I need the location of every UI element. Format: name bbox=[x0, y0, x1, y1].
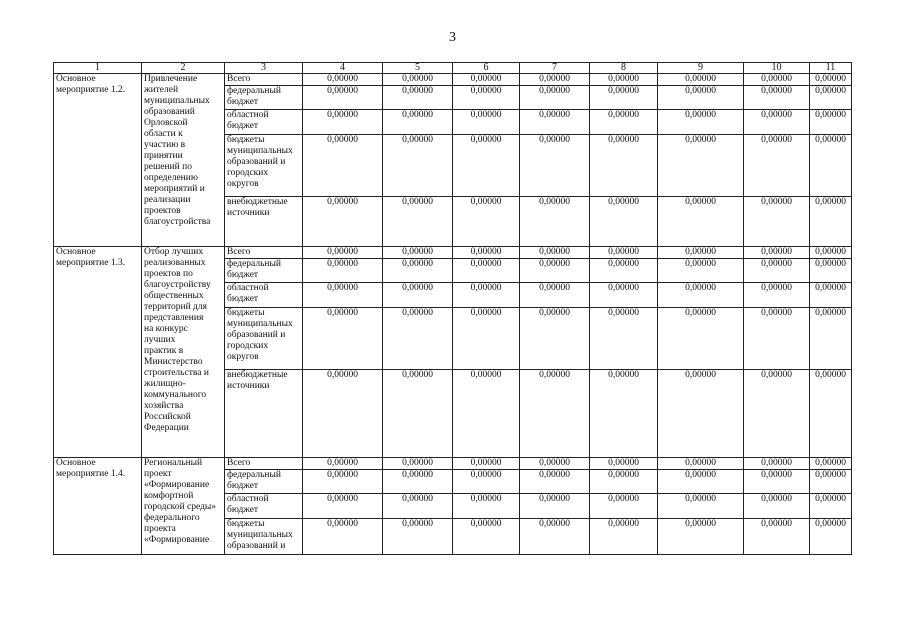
column-header: 3 bbox=[225, 63, 303, 74]
value-cell: 0,00000 bbox=[453, 197, 520, 247]
column-header: 9 bbox=[658, 63, 744, 74]
value-cell: 0,00000 bbox=[303, 283, 383, 308]
value-cell: 0,00000 bbox=[520, 86, 590, 110]
funding-source: Всего bbox=[225, 74, 303, 86]
value-cell: 0,00000 bbox=[658, 86, 744, 110]
value-cell: 0,00000 bbox=[658, 197, 744, 247]
value-cell: 0,00000 bbox=[590, 86, 658, 110]
value-cell: 0,00000 bbox=[744, 458, 810, 470]
value-cell: 0,00000 bbox=[453, 259, 520, 283]
value-cell: 0,00000 bbox=[453, 470, 520, 494]
value-cell: 0,00000 bbox=[303, 494, 383, 519]
value-cell: 0,00000 bbox=[590, 494, 658, 519]
value-cell: 0,00000 bbox=[383, 74, 453, 86]
value-cell: 0,00000 bbox=[383, 86, 453, 110]
value-cell: 0,00000 bbox=[303, 458, 383, 470]
value-cell: 0,00000 bbox=[383, 283, 453, 308]
value-cell: 0,00000 bbox=[810, 519, 852, 555]
value-cell: 0,00000 bbox=[658, 494, 744, 519]
value-cell: 0,00000 bbox=[810, 308, 852, 370]
value-cell: 0,00000 bbox=[810, 110, 852, 135]
value-cell: 0,00000 bbox=[590, 259, 658, 283]
value-cell: 0,00000 bbox=[383, 519, 453, 555]
funding-source: бюджеты муниципальных образований и городских округов bbox=[225, 135, 303, 197]
value-cell: 0,00000 bbox=[658, 283, 744, 308]
value-cell: 0,00000 bbox=[744, 519, 810, 555]
column-header: 10 bbox=[744, 63, 810, 74]
value-cell: 0,00000 bbox=[383, 494, 453, 519]
value-cell: 0,00000 bbox=[590, 74, 658, 86]
value-cell: 0,00000 bbox=[383, 308, 453, 370]
value-cell: 0,00000 bbox=[744, 259, 810, 283]
funding-source: бюджеты муниципальных образований и bbox=[225, 519, 303, 555]
value-cell: 0,00000 bbox=[453, 308, 520, 370]
value-cell: 0,00000 bbox=[810, 259, 852, 283]
value-cell: 0,00000 bbox=[520, 470, 590, 494]
value-cell: 0,00000 bbox=[590, 110, 658, 135]
value-cell: 0,00000 bbox=[658, 370, 744, 458]
value-cell: 0,00000 bbox=[520, 370, 590, 458]
value-cell: 0,00000 bbox=[520, 519, 590, 555]
value-cell: 0,00000 bbox=[744, 135, 810, 197]
value-cell: 0,00000 bbox=[810, 470, 852, 494]
column-header: 5 bbox=[383, 63, 453, 74]
funding-source: областной бюджет bbox=[225, 283, 303, 308]
value-cell: 0,00000 bbox=[303, 74, 383, 86]
value-cell: 0,00000 bbox=[658, 247, 744, 259]
value-cell: 0,00000 bbox=[520, 197, 590, 247]
value-cell: 0,00000 bbox=[744, 283, 810, 308]
value-cell: 0,00000 bbox=[520, 135, 590, 197]
value-cell: 0,00000 bbox=[744, 74, 810, 86]
funding-source: областной бюджет bbox=[225, 110, 303, 135]
column-header: 8 bbox=[590, 63, 658, 74]
value-cell: 0,00000 bbox=[658, 110, 744, 135]
value-cell: 0,00000 bbox=[658, 259, 744, 283]
value-cell: 0,00000 bbox=[520, 74, 590, 86]
value-cell: 0,00000 bbox=[383, 110, 453, 135]
value-cell: 0,00000 bbox=[810, 494, 852, 519]
value-cell: 0,00000 bbox=[453, 370, 520, 458]
value-cell: 0,00000 bbox=[744, 197, 810, 247]
value-cell: 0,00000 bbox=[744, 308, 810, 370]
value-cell: 0,00000 bbox=[744, 86, 810, 110]
value-cell: 0,00000 bbox=[303, 470, 383, 494]
value-cell: 0,00000 bbox=[810, 86, 852, 110]
budget-table bbox=[53, 62, 852, 555]
column-header: 2 bbox=[142, 63, 225, 74]
value-cell: 0,00000 bbox=[520, 308, 590, 370]
value-cell: 0,00000 bbox=[453, 86, 520, 110]
value-cell: 0,00000 bbox=[303, 370, 383, 458]
value-cell: 0,00000 bbox=[520, 458, 590, 470]
funding-source: Всего bbox=[225, 458, 303, 470]
value-cell: 0,00000 bbox=[453, 135, 520, 197]
value-cell: 0,00000 bbox=[383, 259, 453, 283]
table-row bbox=[54, 247, 852, 259]
value-cell: 0,00000 bbox=[590, 519, 658, 555]
value-cell: 0,00000 bbox=[383, 135, 453, 197]
value-cell: 0,00000 bbox=[658, 470, 744, 494]
value-cell: 0,00000 bbox=[303, 197, 383, 247]
value-cell: 0,00000 bbox=[590, 470, 658, 494]
value-cell: 0,00000 bbox=[658, 135, 744, 197]
column-header: 4 bbox=[303, 63, 383, 74]
value-cell: 0,00000 bbox=[590, 197, 658, 247]
value-cell: 0,00000 bbox=[520, 283, 590, 308]
value-cell: 0,00000 bbox=[383, 470, 453, 494]
value-cell: 0,00000 bbox=[590, 458, 658, 470]
value-cell: 0,00000 bbox=[383, 197, 453, 247]
value-cell: 0,00000 bbox=[590, 308, 658, 370]
measure-name: Основное мероприятие 1.3. bbox=[54, 247, 142, 458]
value-cell: 0,00000 bbox=[810, 370, 852, 458]
value-cell: 0,00000 bbox=[658, 458, 744, 470]
value-cell: 0,00000 bbox=[520, 247, 590, 259]
value-cell: 0,00000 bbox=[520, 110, 590, 135]
value-cell: 0,00000 bbox=[744, 110, 810, 135]
value-cell: 0,00000 bbox=[744, 247, 810, 259]
value-cell: 0,00000 bbox=[303, 519, 383, 555]
measure-name: Основное мероприятие 1.4. bbox=[54, 458, 142, 555]
table-row bbox=[54, 458, 852, 470]
value-cell: 0,00000 bbox=[303, 247, 383, 259]
value-cell: 0,00000 bbox=[744, 370, 810, 458]
funding-source: бюджеты муниципальных образований и городских округов bbox=[225, 308, 303, 370]
value-cell: 0,00000 bbox=[303, 110, 383, 135]
measure-name: Основное мероприятие 1.2. bbox=[54, 74, 142, 247]
value-cell: 0,00000 bbox=[590, 283, 658, 308]
project-description: Отбор лучших реализованных проектов по благоустройству общественных территорий для представления на конкурс лучших практик в Министерство строительства и жилищно- коммунального хозяйства Российской Федерации bbox=[142, 247, 225, 458]
column-header: 1 bbox=[54, 63, 142, 74]
value-cell: 0,00000 bbox=[303, 259, 383, 283]
funding-source: внебюджетные источники bbox=[225, 370, 303, 458]
value-cell: 0,00000 bbox=[453, 519, 520, 555]
table-row bbox=[54, 74, 852, 86]
value-cell: 0,00000 bbox=[590, 247, 658, 259]
value-cell: 0,00000 bbox=[590, 370, 658, 458]
value-cell: 0,00000 bbox=[520, 494, 590, 519]
funding-source: Всего bbox=[225, 247, 303, 259]
value-cell: 0,00000 bbox=[810, 247, 852, 259]
header-row bbox=[54, 63, 852, 74]
value-cell: 0,00000 bbox=[810, 197, 852, 247]
column-header: 6 bbox=[453, 63, 520, 74]
page-number: 3 bbox=[449, 30, 456, 45]
value-cell: 0,00000 bbox=[658, 519, 744, 555]
value-cell: 0,00000 bbox=[383, 247, 453, 259]
value-cell: 0,00000 bbox=[810, 458, 852, 470]
project-description: Региональный проект «Формирование комфортной городской среды» федерального проекта «Формирование bbox=[142, 458, 225, 555]
value-cell: 0,00000 bbox=[520, 259, 590, 283]
value-cell: 0,00000 bbox=[590, 135, 658, 197]
value-cell: 0,00000 bbox=[453, 283, 520, 308]
value-cell: 0,00000 bbox=[810, 74, 852, 86]
column-header: 7 bbox=[520, 63, 590, 74]
funding-source: внебюджетные источники bbox=[225, 197, 303, 247]
value-cell: 0,00000 bbox=[453, 74, 520, 86]
funding-source: федеральный бюджет bbox=[225, 86, 303, 110]
value-cell: 0,00000 bbox=[744, 470, 810, 494]
value-cell: 0,00000 bbox=[744, 494, 810, 519]
column-header: 11 bbox=[810, 63, 852, 74]
value-cell: 0,00000 bbox=[303, 308, 383, 370]
project-description: Привлечение жителей муниципальных образований Орловской области к участию в принятии решений по определению мероприятий и реализации проектов благоустройства bbox=[142, 74, 225, 247]
value-cell: 0,00000 bbox=[810, 135, 852, 197]
value-cell: 0,00000 bbox=[453, 494, 520, 519]
funding-source: федеральный бюджет bbox=[225, 259, 303, 283]
value-cell: 0,00000 bbox=[383, 370, 453, 458]
value-cell: 0,00000 bbox=[453, 110, 520, 135]
value-cell: 0,00000 bbox=[453, 458, 520, 470]
value-cell: 0,00000 bbox=[658, 308, 744, 370]
funding-source: федеральный бюджет bbox=[225, 470, 303, 494]
value-cell: 0,00000 bbox=[658, 74, 744, 86]
value-cell: 0,00000 bbox=[810, 283, 852, 308]
value-cell: 0,00000 bbox=[383, 458, 453, 470]
value-cell: 0,00000 bbox=[303, 135, 383, 197]
value-cell: 0,00000 bbox=[303, 86, 383, 110]
value-cell: 0,00000 bbox=[453, 247, 520, 259]
funding-source: областной бюджет bbox=[225, 494, 303, 519]
